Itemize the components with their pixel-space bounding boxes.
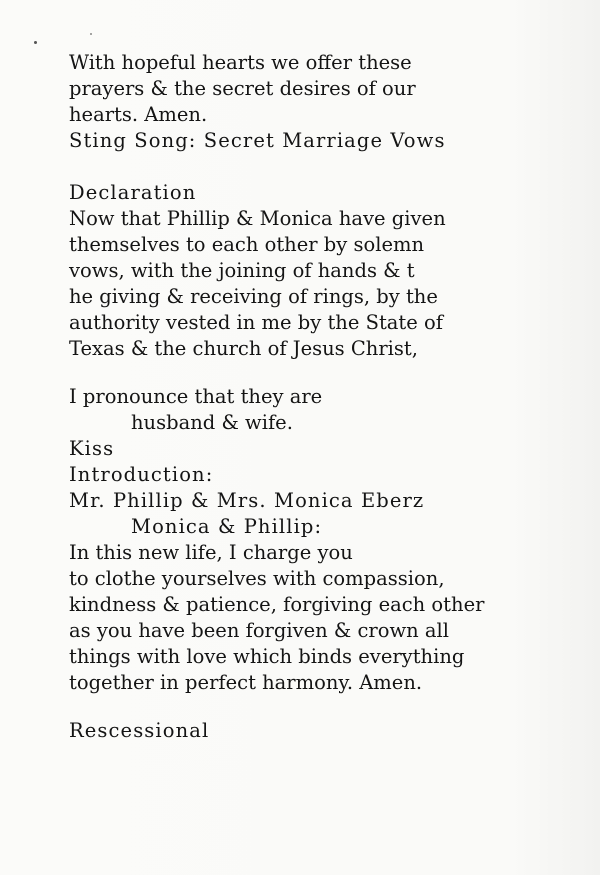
section-heading: Rescessional <box>69 719 210 742</box>
text-line: kindness & patience, forgiving each other <box>69 593 485 616</box>
text-line: prayers & the secret desires of our <box>69 77 416 100</box>
text-line: With hopeful hearts we offer these <box>69 51 412 74</box>
text-line: husband & wife. <box>131 411 293 434</box>
text-line: things with love which binds everything <box>69 645 465 668</box>
text-line: themselves to each other by solemn <box>69 233 425 256</box>
text-line: authority vested in me by the State of <box>69 311 443 334</box>
couple-name: Mr. Phillip & Mrs. Monica Eberz <box>69 489 425 512</box>
scan-speck <box>34 41 37 44</box>
text-line: Now that Phillip & Monica have given <box>69 207 446 230</box>
text-line: Texas & the church of Jesus Christ, <box>69 337 418 360</box>
section-heading: Introduction: <box>69 463 214 486</box>
section-heading: Declaration <box>69 181 197 204</box>
text-line: to clothe yourselves with compassion, <box>69 567 445 590</box>
text-line: he giving & receiving of rings, by the <box>69 285 438 308</box>
text-line: In this new life, I charge you <box>69 541 353 564</box>
scan-speck <box>90 33 92 35</box>
couple-name: Monica & Phillip: <box>131 515 323 538</box>
section-heading: Kiss <box>69 437 115 460</box>
text-line: I pronounce that they are <box>69 385 323 408</box>
text-line: as you have been forgiven & crown all <box>69 619 450 642</box>
text-line: vows, with the joining of hands & t <box>69 259 415 282</box>
text-line: hearts. Amen. <box>69 103 208 126</box>
section-heading: Sting Song: Secret Marriage Vows <box>69 129 446 152</box>
text-line: together in perfect harmony. Amen. <box>69 671 423 694</box>
